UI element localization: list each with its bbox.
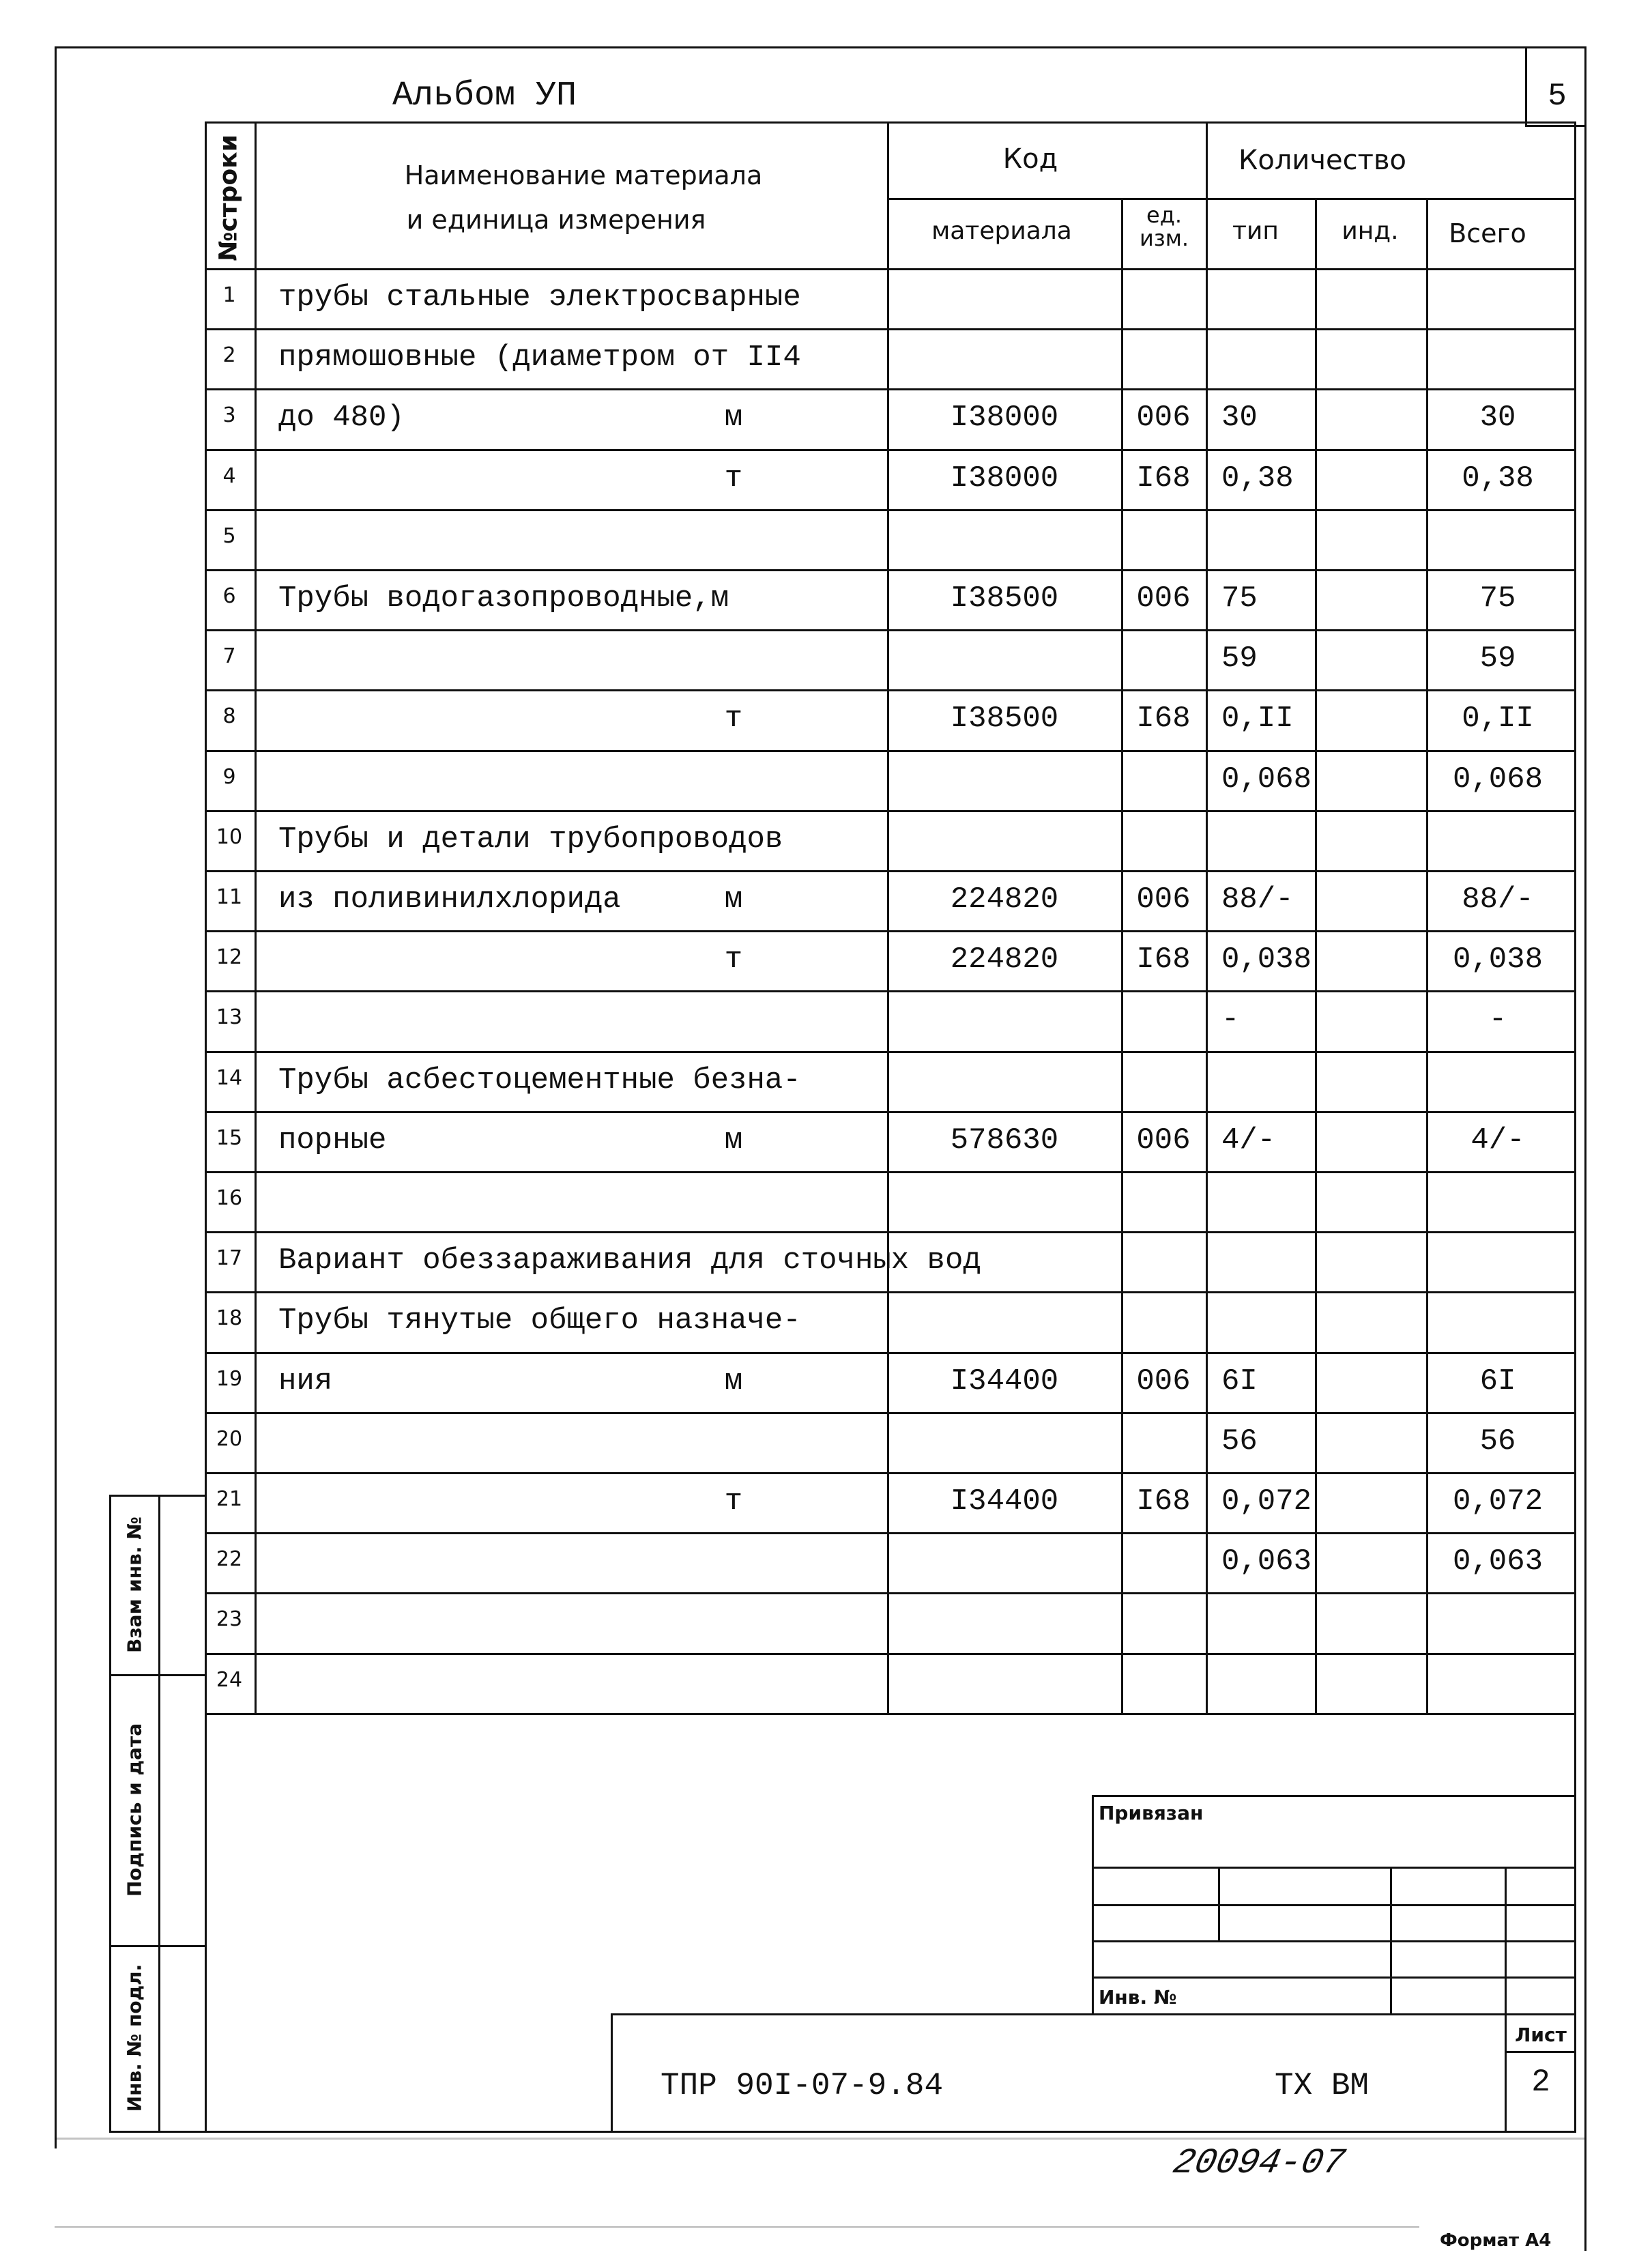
row-qty-type: 0,II	[1221, 702, 1294, 736]
row-qty-type: 0,072	[1221, 1484, 1312, 1519]
row-qty-total: 6I	[1479, 1364, 1516, 1398]
row-qty-total: 0,038	[1452, 943, 1544, 977]
stamp-sheet: 2	[1531, 2065, 1550, 2100]
header-q-total: Всего	[1449, 218, 1526, 248]
row-qty-total: 0,II	[1462, 702, 1534, 736]
row-qty-type: 75	[1221, 581, 1258, 616]
row-number: 21	[216, 1487, 243, 1511]
side-vzam: Взам инв. №	[123, 1516, 146, 1653]
row-code: I34400	[950, 1484, 1059, 1519]
row-qty-type: 88/-	[1221, 882, 1294, 917]
row-number: 9	[222, 765, 236, 789]
row-number: 23	[216, 1607, 243, 1631]
header-name-line1: Наименование материала	[404, 160, 763, 190]
row-unit: т	[724, 702, 743, 736]
header-code: Код	[1002, 143, 1058, 175]
row-code: 224820	[950, 943, 1059, 977]
row-name: трубы стальные электросварные	[278, 281, 801, 315]
row-unit-code: I68	[1136, 702, 1191, 736]
row-name: ния	[278, 1364, 333, 1398]
row-name: до 480)	[278, 401, 405, 435]
row-qty-total: 30	[1479, 401, 1516, 435]
row-code: I38500	[950, 581, 1059, 616]
row-number: 4	[222, 464, 236, 488]
row-qty-type: 0,038	[1221, 943, 1312, 977]
page-number: 5	[1548, 78, 1567, 114]
row-unit: м	[724, 401, 743, 435]
header-name-line2: и единица измерения	[406, 205, 706, 235]
row-unit: т	[724, 1484, 743, 1519]
row-unit: т	[724, 461, 743, 495]
album-title: Альбом УП	[392, 76, 577, 115]
row-number: 16	[216, 1186, 243, 1210]
header-row-no: №строки	[214, 134, 243, 261]
row-unit: т	[724, 943, 743, 977]
row-number: 17	[216, 1246, 243, 1270]
row-name: Трубы водогазопроводные,м	[278, 581, 729, 616]
row-number: 6	[222, 584, 236, 608]
row-number: 3	[222, 403, 236, 427]
row-code: 578630	[950, 1123, 1059, 1158]
row-qty-total: 75	[1479, 581, 1516, 616]
row-number: 15	[216, 1126, 243, 1150]
row-number: 14	[216, 1066, 243, 1090]
stamp-sheet-label: Лист	[1515, 2024, 1567, 2046]
row-number: 1	[222, 283, 236, 307]
row-qty-total: 4/-	[1470, 1123, 1525, 1158]
side-inv-podl: Инв. № подл.	[123, 1964, 146, 2112]
row-number: 12	[216, 945, 243, 969]
header-code-unit: ед. изм.	[1139, 202, 1189, 251]
row-qty-total: 0,068	[1452, 762, 1544, 796]
row-code: 224820	[950, 882, 1059, 917]
row-number: 10	[216, 825, 243, 849]
row-unit: м	[724, 1123, 743, 1158]
header-q-type: тип	[1232, 217, 1279, 245]
row-code: I38500	[950, 702, 1059, 736]
row-unit-code: 006	[1136, 401, 1191, 435]
row-qty-total: 0,063	[1452, 1544, 1544, 1579]
row-qty-total: -	[1488, 1003, 1507, 1037]
row-qty-type: 56	[1221, 1424, 1258, 1458]
row-unit: м	[724, 882, 743, 917]
row-name: Трубы асбестоцементные безна-	[278, 1063, 801, 1097]
format-label: Формат А4	[1440, 2230, 1552, 2251]
row-number: 2	[222, 343, 236, 367]
row-qty-type: 0,068	[1221, 762, 1312, 796]
header-q-ind: инд.	[1342, 217, 1399, 245]
row-name: прямошовные (диаметром от II4	[278, 341, 801, 375]
row-qty-total: 88/-	[1462, 882, 1534, 917]
row-qty-type: 6I	[1221, 1364, 1258, 1398]
row-qty-total: 59	[1479, 642, 1516, 676]
row-unit-code: 006	[1136, 882, 1191, 917]
row-number: 11	[216, 885, 243, 909]
row-name: порные	[278, 1123, 387, 1158]
side-podpis: Подпись и дата	[123, 1723, 146, 1897]
row-qty-type: 0,063	[1221, 1544, 1312, 1579]
row-code: I34400	[950, 1364, 1059, 1398]
row-number: 22	[216, 1547, 243, 1571]
row-unit-code: 006	[1136, 1123, 1191, 1158]
row-name: Трубы тянутые общего назначе-	[278, 1304, 801, 1338]
stamp-section: ТХ ВМ	[1275, 2068, 1370, 2103]
row-qty-type: 30	[1221, 401, 1258, 435]
row-qty-total: 56	[1479, 1424, 1516, 1458]
row-qty-type: 0,38	[1221, 461, 1294, 495]
row-unit-code: I68	[1136, 461, 1191, 495]
row-qty-type: 59	[1221, 642, 1258, 676]
row-unit-code: I68	[1136, 1484, 1191, 1519]
stamp-inv-no: Инв. №	[1099, 1986, 1177, 2009]
handwritten-number: 20094-07	[1169, 2143, 1348, 2183]
row-unit-code: 006	[1136, 1364, 1191, 1398]
row-unit-code: I68	[1136, 943, 1191, 977]
row-qty-total: 0,072	[1452, 1484, 1544, 1519]
row-number: 19	[216, 1367, 243, 1391]
row-unit-code: 006	[1136, 581, 1191, 616]
row-number: 20	[216, 1427, 243, 1451]
header-quantity: Количество	[1238, 145, 1407, 176]
row-unit: м	[724, 1364, 743, 1398]
row-number: 7	[222, 644, 236, 668]
row-name: из поливинилхлорида	[278, 882, 621, 917]
row-code: I38000	[950, 401, 1059, 435]
stamp-privyazan: Привязан	[1099, 1802, 1204, 1824]
row-name: Вариант обеззараживания для сточных вод	[278, 1243, 981, 1278]
row-qty-total: 0,38	[1462, 461, 1534, 495]
row-number: 18	[216, 1306, 243, 1330]
row-name: Трубы и детали трубопроводов	[278, 822, 783, 857]
row-number: 13	[216, 1005, 243, 1029]
row-qty-type: -	[1221, 1003, 1240, 1037]
row-number: 24	[216, 1668, 243, 1692]
row-qty-type: 4/-	[1221, 1123, 1276, 1158]
header-code-material: материала	[931, 217, 1072, 245]
stamp-designation: ТПР 90I-07-9.84	[661, 2068, 944, 2103]
row-number: 5	[222, 524, 236, 548]
row-number: 8	[222, 704, 236, 728]
row-code: I38000	[950, 461, 1059, 495]
